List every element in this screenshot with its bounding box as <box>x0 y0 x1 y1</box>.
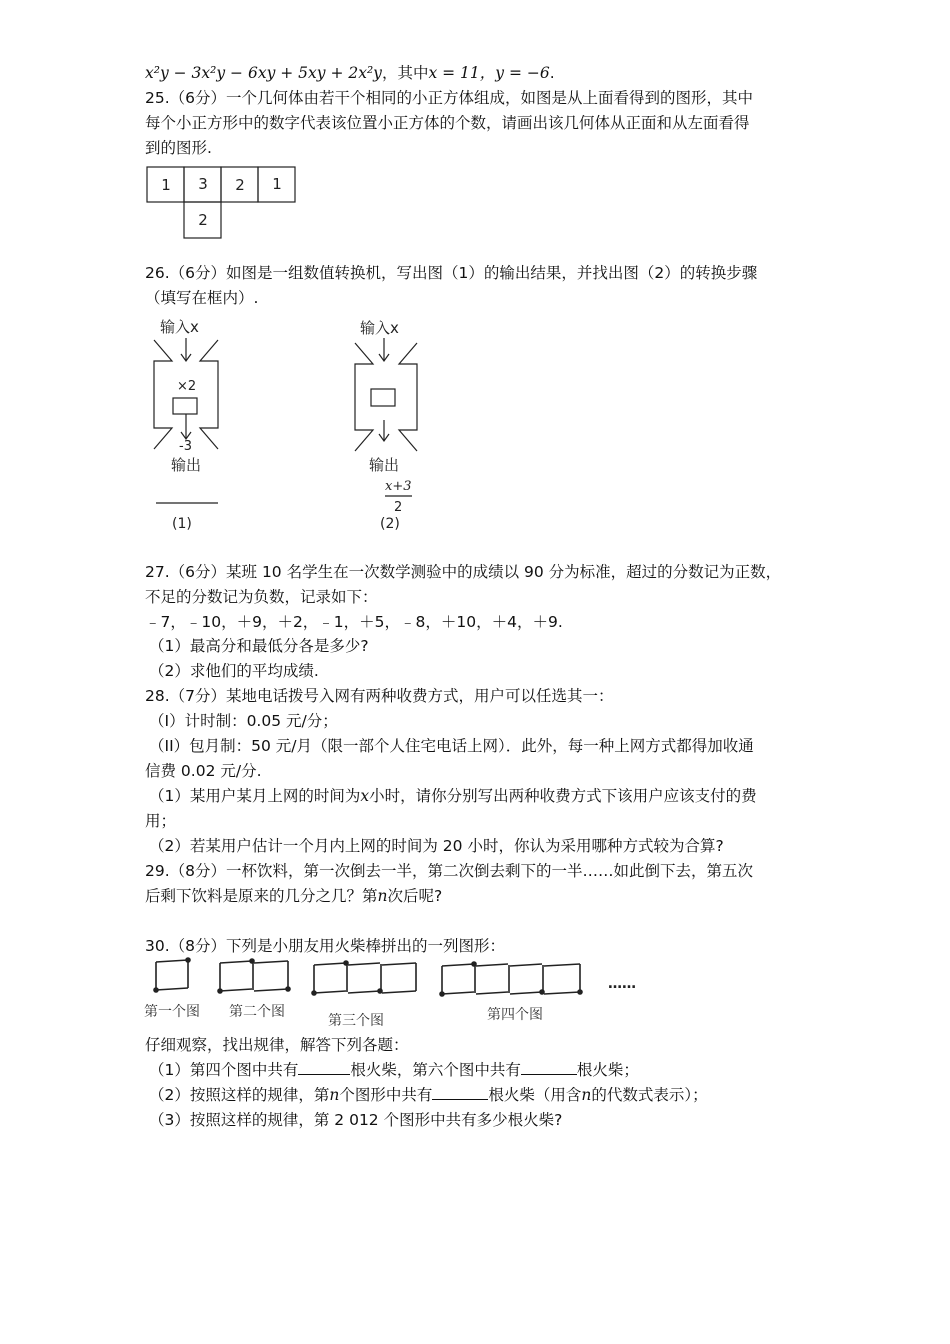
q25-line3: 到的图形. <box>145 139 212 157</box>
q28-option-2-cont: 信费 0.02 元/分. <box>145 762 262 780</box>
machine-2 <box>355 319 417 532</box>
figure-2-caption: 第二个图 <box>229 1004 285 1020</box>
q26-line1: 26.（6分）如图是一组数值转换机，写出图（1）的输出结果，并找出图（2）的转换步骤 <box>145 264 758 282</box>
q28-option-1: （I）计时制：0.05 元/分； <box>149 712 338 730</box>
matchstick-figure-1 <box>154 958 190 992</box>
machine-2-result-numerator: x+3 <box>385 479 412 494</box>
q25-line1: 25.（6分）一个几何体由若干个相同的小正方体组成，如图是从上面看得到的图形，其中 <box>145 89 754 107</box>
matchstick-figure-3 <box>312 961 416 995</box>
q24-values: x = 11，y = −6 <box>428 64 550 82</box>
grid-cell-1: 1 <box>161 176 171 194</box>
figures-ellipsis: …… <box>608 976 636 992</box>
figure-4-caption: 第四个图 <box>487 1007 543 1023</box>
q30-sub2-part-b: 个图形中共有 <box>339 1086 433 1104</box>
q29-line2-part-a: 后剩下饮料是原来的几分之几？第 <box>145 887 378 905</box>
machine-1-caption: (1) <box>172 516 192 532</box>
q26-figure <box>140 312 440 537</box>
q27-sub1: （1）最高分和最低分各是多少? <box>149 637 369 655</box>
q30-sub2-variable: n <box>329 1086 340 1104</box>
q27-sub2: （2）求他们的平均成绩. <box>149 662 319 680</box>
grid-cell-2: 3 <box>198 175 208 193</box>
q25-line2: 每个小正方形中的数字代表该位置小正方体的个数，请画出该几何体从正面和从左面看得 <box>145 114 750 132</box>
q28-option-2: （II）包月制：50 元/月（限一部个人住宅电话上网）．此外，每一种上网方式都得加收通 <box>149 737 754 755</box>
q29-variable: n <box>377 887 388 905</box>
q28-sub2: （2）若某用户估计一个月内上网的时间为 20 小时，你认为采用哪种方式较为合算? <box>149 837 724 855</box>
q29-line2-part-b: 次后呢? <box>387 887 443 905</box>
q30-sub1 <box>149 1059 639 1081</box>
machine-2-input-label: 输入x <box>360 319 399 337</box>
q29-line1: 29.（8分）一杯饮料，第一次倒去一半，第二次倒去剩下的一半……如此倒下去，第五次 <box>145 862 754 880</box>
q28-sub1 <box>149 785 757 807</box>
matchstick-figure-2 <box>218 959 290 993</box>
machine-1-step-2: -3 <box>179 439 192 454</box>
q30-sub2-variable-2: n <box>581 1086 592 1104</box>
q29-line2 <box>145 885 442 907</box>
answer-blank-1[interactable] <box>298 1060 350 1075</box>
machine-2-caption: (2) <box>380 516 400 532</box>
figure-1-caption: 第一个图 <box>144 1004 200 1020</box>
answer-blank-3[interactable] <box>432 1085 488 1100</box>
machine-1-output-label: 输出 <box>171 456 202 474</box>
q30-sub1-part-b: 根火柴，第六个图中共有 <box>350 1061 521 1079</box>
machine-1-input-label: 输入x <box>160 318 199 336</box>
grid-cell-3: 2 <box>235 176 245 194</box>
q27-records: ﹣7，﹣10，＋9，＋2，﹣1，＋5，﹣8，＋10，＋4，＋9. <box>145 613 563 631</box>
q28-sub1-part-a: （1）某用户某月上网的时间为 <box>149 787 361 805</box>
matchstick-figure-4 <box>440 962 582 996</box>
machine-2-result-denominator: 2 <box>394 500 403 515</box>
matchstick-figures <box>140 955 660 1030</box>
q30-sub1-part-c: 根火柴； <box>576 1061 639 1079</box>
q28-sub1-variable: x <box>360 787 370 805</box>
machine-1-step-1: ×2 <box>177 379 197 394</box>
figure-3-caption: 第三个图 <box>328 1013 384 1029</box>
q28-sub1-part-b: 小时，请你分别写出两种收费方式下该用户应该支付的费 <box>369 787 757 805</box>
q30-sub2-part-c: 根火柴（用含 <box>488 1086 582 1104</box>
q27-line1: 27.（6分）某班 10 名学生在一次数学测验中的成绩以 90 分为标准，超过的分数记为正数， <box>145 563 782 581</box>
q25-top-view-grid <box>146 166 300 240</box>
q30-sub2-part-d: 的代数式表示）； <box>591 1086 708 1104</box>
q30-sub3: （3）按照这样的规律，第 2 012 个图形中共有多少根火柴? <box>149 1111 563 1129</box>
q24-expression: x²y − 3x²y − 6xy + 5xy + 2x²y <box>145 64 382 82</box>
q30-instruction: 仔细观察，找出规律，解答下列各题： <box>145 1036 409 1054</box>
q28-line1: 28.（7分）某地电话拨号入网有两种收费方式，用户可以任选其一： <box>145 687 614 705</box>
matchstick-pattern <box>154 958 582 996</box>
grid-cell-5: 2 <box>198 211 208 229</box>
q30-sub2-part-a: （2）按照这样的规律，第 <box>149 1086 330 1104</box>
q30-sub1-part-a: （1）第四个图中共有 <box>149 1061 299 1079</box>
q24-where-label: ，其中 <box>381 64 429 82</box>
grid-cell-4: 1 <box>272 175 282 193</box>
q30-sub2 <box>149 1084 708 1106</box>
q26-line2: （填写在框内）. <box>145 289 259 307</box>
answer-blank-2[interactable] <box>521 1060 577 1075</box>
q24-end: . <box>549 64 555 82</box>
machine-2-output-label: 输出 <box>369 456 400 474</box>
q30-line1: 30.（8分）下列是小朋友用火柴棒拼出的一列图形： <box>145 937 506 955</box>
q24-expression-line <box>145 62 555 84</box>
machine-1 <box>154 318 218 532</box>
q28-sub1-cont: 用； <box>145 812 177 830</box>
q27-line2: 不足的分数记为负数，记录如下： <box>145 588 378 606</box>
